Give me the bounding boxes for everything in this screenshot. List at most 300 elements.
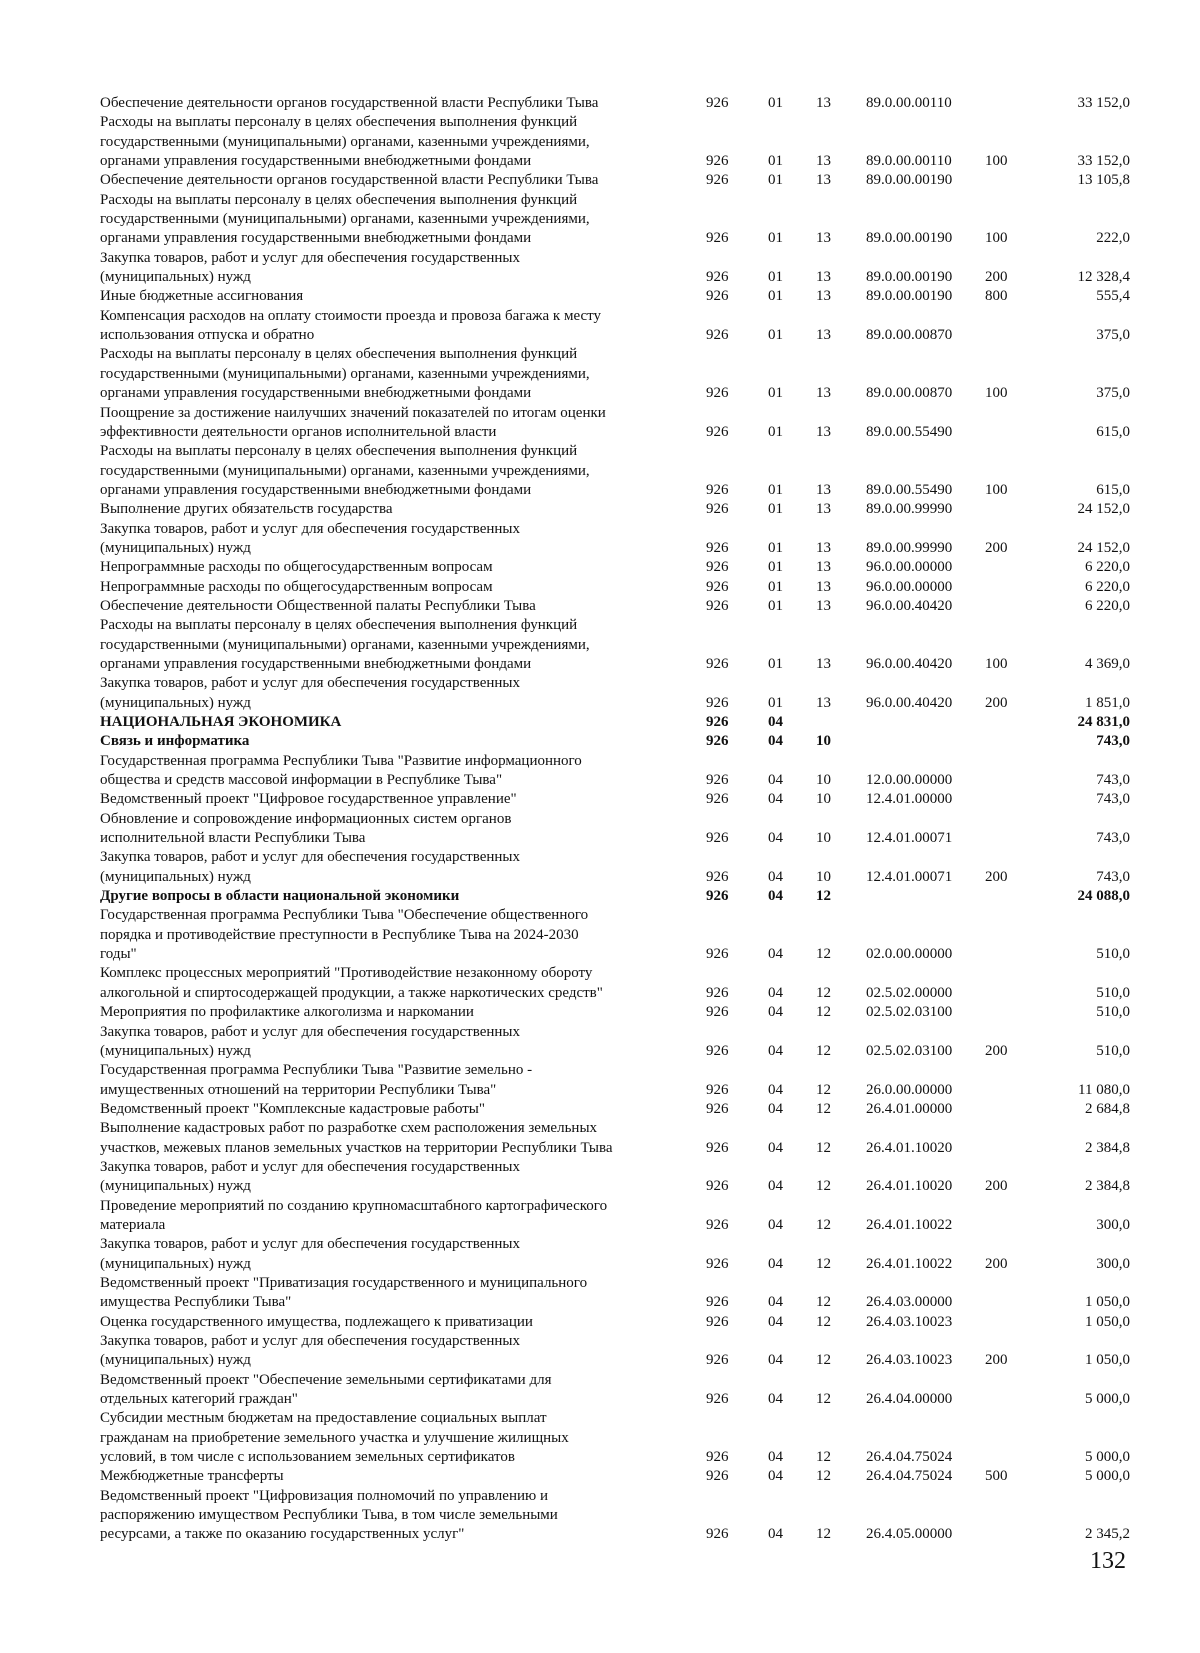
subsection-code: 12 xyxy=(816,984,831,1001)
row-name-line: условий, в том числе с использованием земельных сертификатов xyxy=(100,1449,515,1466)
table-row xyxy=(100,1003,1130,1022)
target-article-code: 26.4.01.00000 xyxy=(866,1100,953,1117)
expense-type-code xyxy=(985,307,1037,346)
section-code: 04 xyxy=(768,1139,783,1156)
ministry-code: 926 xyxy=(706,1526,729,1543)
expense-type-code xyxy=(985,597,1037,616)
row-name xyxy=(100,191,706,249)
table-row xyxy=(100,94,1130,113)
target-article-code: 89.0.00.00110 xyxy=(866,153,952,170)
row-name-line: Ведомственный проект "Приватизация государственного и муниципального xyxy=(100,1274,588,1291)
row-name-line: исполнительной власти Республики Тыва xyxy=(100,830,366,847)
row-name xyxy=(100,1409,706,1467)
row-name-line: Закупка товаров, работ и услуг для обеспечения государственных xyxy=(100,849,521,866)
expense-type-code: 200 xyxy=(985,539,1008,556)
row-name xyxy=(100,887,706,906)
table-row xyxy=(100,616,1130,674)
subsection-code: 10 xyxy=(816,733,831,750)
row-name-line: общества и средств массовой информации в Республике Тыва" xyxy=(100,772,503,789)
row-name xyxy=(100,964,706,1003)
expense-type-code xyxy=(985,906,1037,964)
subsection-code: 13 xyxy=(816,539,831,556)
ministry-code: 926 xyxy=(706,830,729,847)
expense-type-code: 200 xyxy=(985,868,1008,885)
subsection-code: 13 xyxy=(816,655,831,672)
row-name xyxy=(100,616,706,674)
row-name xyxy=(100,752,706,791)
ministry-code: 926 xyxy=(706,269,729,286)
ministry-code: 926 xyxy=(706,1081,729,1098)
row-name xyxy=(100,1313,706,1332)
row-name xyxy=(100,1197,706,1236)
ministry-code: 926 xyxy=(706,1391,729,1408)
target-article-code: 96.0.00.00000 xyxy=(866,578,953,595)
table-row xyxy=(100,345,1130,403)
row-name-line: Поощрение за достижение наилучших значений показателей по итогам оценки xyxy=(100,404,606,421)
subsection-code: 13 xyxy=(816,327,831,344)
expense-type-code: 800 xyxy=(985,288,1008,305)
expense-type-code xyxy=(985,790,1037,809)
ministry-code: 926 xyxy=(706,694,729,711)
table-row xyxy=(100,713,1130,732)
amount: 6 220,0 xyxy=(1085,578,1130,595)
expense-type-code xyxy=(985,94,1037,113)
row-name xyxy=(100,1023,706,1062)
row-name-line: органами управления государственными внебюджетными фондами xyxy=(100,655,532,672)
amount: 2 684,8 xyxy=(1085,1100,1130,1117)
subsection-code: 12 xyxy=(816,1468,831,1485)
row-name xyxy=(100,1467,706,1486)
amount: 222,0 xyxy=(1096,230,1130,247)
target-article-code: 96.0.00.40420 xyxy=(866,597,953,614)
row-name-line: Ведомственный проект "Обеспечение земельными сертификатами для xyxy=(100,1371,552,1388)
table-row xyxy=(100,1371,1130,1410)
amount: 4 369,0 xyxy=(1085,655,1130,672)
subsection-code: 12 xyxy=(816,1352,831,1369)
amount: 24 152,0 xyxy=(1077,539,1130,556)
expense-type-code: 100 xyxy=(985,655,1008,672)
amount: 510,0 xyxy=(1096,984,1130,1001)
section-code: 04 xyxy=(768,984,783,1001)
expense-type-code: 200 xyxy=(985,1255,1008,1272)
section-code: 01 xyxy=(768,423,783,440)
table-row xyxy=(100,287,1130,306)
row-name-line: порядка и противодействие преступности в Республике Тыва на 2024-2030 xyxy=(100,926,579,943)
subsection-code: 12 xyxy=(816,1216,831,1233)
ministry-code: 926 xyxy=(706,791,729,808)
section-code: 01 xyxy=(768,655,783,672)
row-name-line: (муниципальных) нужд xyxy=(100,694,251,711)
section-code: 04 xyxy=(768,888,783,905)
table-row xyxy=(100,520,1130,559)
amount: 13 105,8 xyxy=(1077,172,1130,189)
row-name-line: Обеспечение деятельности органов государственной власти Республики Тыва xyxy=(100,95,599,111)
row-name-line: Комплекс процессных мероприятий "Противодействие незаконному обороту xyxy=(100,965,593,982)
row-name-line: органами управления государственными внебюджетными фондами xyxy=(100,153,532,170)
expense-type-code xyxy=(985,1003,1037,1022)
expense-type-code: 200 xyxy=(985,1042,1008,1059)
amount: 12 328,4 xyxy=(1077,269,1130,286)
target-article-code: 02.5.02.00000 xyxy=(866,984,953,1001)
row-name-line: эффективности деятельности органов исполнительной власти xyxy=(100,423,497,440)
section-code: 01 xyxy=(768,172,783,189)
page-number: 132 xyxy=(1090,1548,1126,1574)
amount: 743,0 xyxy=(1096,733,1130,750)
table-row xyxy=(100,307,1130,346)
table-row xyxy=(100,1197,1130,1236)
target-article-code: 02.5.02.03100 xyxy=(866,1042,953,1059)
amount: 615,0 xyxy=(1096,481,1130,498)
table-row xyxy=(100,558,1130,577)
target-article-code: 89.0.00.55490 xyxy=(866,481,953,498)
row-name-line: (муниципальных) нужд xyxy=(100,539,251,556)
table-row xyxy=(100,810,1130,849)
target-article-code: 96.0.00.00000 xyxy=(866,559,953,576)
row-name-line: Оценка государственного имущества, подлежащего к приватизации xyxy=(100,1313,533,1330)
expense-type-code: 100 xyxy=(985,481,1008,498)
target-article-code: 26.4.04.75024 xyxy=(866,1449,953,1466)
row-name-line: Закупка товаров, работ и услуг для обеспечения государственных xyxy=(100,1158,521,1175)
table-row xyxy=(100,113,1130,171)
row-name xyxy=(100,94,706,113)
row-name-line: Проведение мероприятий по созданию крупномасштабного картографического xyxy=(100,1197,608,1214)
section-code: 04 xyxy=(768,1042,783,1059)
row-name-line: государственными (муниципальными) органами, казенными учреждениями, xyxy=(100,211,590,228)
row-name xyxy=(100,810,706,849)
target-article-code: 89.0.00.99990 xyxy=(866,501,953,518)
table-row xyxy=(100,1023,1130,1062)
amount: 2 384,8 xyxy=(1085,1178,1130,1195)
expense-type-code: 200 xyxy=(985,1352,1008,1369)
row-name xyxy=(100,1371,706,1410)
expense-type-code xyxy=(985,500,1037,519)
row-name-line: Субсидии местным бюджетам на предоставление социальных выплат xyxy=(100,1410,547,1427)
table-row xyxy=(100,597,1130,616)
ministry-code: 926 xyxy=(706,578,729,595)
row-name-line: Иные бюджетные ассигнования xyxy=(100,288,304,305)
subsection-code: 12 xyxy=(816,1255,831,1272)
row-name xyxy=(100,287,706,306)
ministry-code: 926 xyxy=(706,714,729,730)
expense-type-code xyxy=(985,171,1037,190)
target-article-code: 26.4.03.10023 xyxy=(866,1352,953,1369)
subsection-code: 12 xyxy=(816,888,831,905)
table-row xyxy=(100,171,1130,190)
table-row xyxy=(100,790,1130,809)
subsection-code: 13 xyxy=(816,423,831,440)
section-code: 01 xyxy=(768,288,783,305)
budget-table-body xyxy=(100,94,1130,1545)
amount: 33 152,0 xyxy=(1077,153,1130,170)
row-name-line: ресурсами, а также по оказанию государственных услуг" xyxy=(100,1526,465,1543)
amount: 1 050,0 xyxy=(1085,1313,1130,1330)
row-name-line: Связь и информатика xyxy=(100,733,250,750)
table-row xyxy=(100,752,1130,791)
row-name-line: Закупка товаров, работ и услуг для обеспечения государственных xyxy=(100,1236,521,1253)
row-name-line: государственными (муниципальными) органами, казенными учреждениями, xyxy=(100,133,590,150)
table-row xyxy=(100,1100,1130,1119)
section-code: 04 xyxy=(768,733,783,750)
expense-type-code: 500 xyxy=(985,1468,1008,1485)
ministry-code: 926 xyxy=(706,1468,729,1485)
section-code: 01 xyxy=(768,95,783,111)
row-name-line: Непрограммные расходы по общегосударственным вопросам xyxy=(100,559,493,576)
target-article-code: 89.0.00.00190 xyxy=(866,269,953,286)
expense-type-code: 200 xyxy=(985,269,1008,286)
amount: 2 384,8 xyxy=(1085,1139,1130,1156)
amount: 6 220,0 xyxy=(1085,597,1130,614)
target-article-code: 12.4.01.00000 xyxy=(866,791,953,808)
row-name-line: НАЦИОНАЛЬНАЯ ЭКОНОМИКА xyxy=(100,714,342,730)
ministry-code: 926 xyxy=(706,1139,729,1156)
ministry-code: 926 xyxy=(706,1255,729,1272)
target-article-code xyxy=(866,887,985,906)
amount: 615,0 xyxy=(1096,423,1130,440)
subsection-code: 12 xyxy=(816,1449,831,1466)
row-name xyxy=(100,674,706,713)
target-article-code xyxy=(866,732,985,751)
amount: 300,0 xyxy=(1096,1216,1130,1233)
row-name xyxy=(100,578,706,597)
section-code: 01 xyxy=(768,597,783,614)
ministry-code: 926 xyxy=(706,288,729,305)
row-name-line: отдельных категорий граждан" xyxy=(100,1391,298,1408)
row-name-line: участков, межевых планов земельных участков на территории Республики Тыва xyxy=(100,1139,613,1156)
target-article-code: 12.4.01.00071 xyxy=(866,830,953,847)
row-name-line: Мероприятия по профилактике алкоголизма и наркомании xyxy=(100,1004,474,1021)
ministry-code: 926 xyxy=(706,172,729,189)
subsection-code: 10 xyxy=(816,772,831,789)
row-name xyxy=(100,732,706,751)
section-code: 01 xyxy=(768,694,783,711)
ministry-code: 926 xyxy=(706,153,729,170)
amount: 375,0 xyxy=(1096,327,1130,344)
row-name xyxy=(100,597,706,616)
expense-type-code xyxy=(985,1100,1037,1119)
ministry-code: 926 xyxy=(706,946,729,963)
expense-type-code: 100 xyxy=(985,385,1008,402)
target-article-code: 89.0.00.00870 xyxy=(866,327,953,344)
table-row xyxy=(100,1119,1130,1158)
target-article-code: 26.4.03.00000 xyxy=(866,1294,953,1311)
section-code: 04 xyxy=(768,1255,783,1272)
table-row xyxy=(100,1158,1130,1197)
expense-type-code xyxy=(985,752,1037,791)
subsection-code: 13 xyxy=(816,172,831,189)
row-name-line: (муниципальных) нужд xyxy=(100,1352,251,1369)
subsection-code: 10 xyxy=(816,868,831,885)
expense-type-code xyxy=(985,732,1037,751)
expense-type-code xyxy=(985,1119,1037,1158)
expense-type-code xyxy=(985,713,1037,732)
table-row xyxy=(100,964,1130,1003)
ministry-code: 926 xyxy=(706,597,729,614)
subsection-code: 13 xyxy=(816,153,831,170)
amount: 5 000,0 xyxy=(1085,1468,1130,1485)
table-row xyxy=(100,1274,1130,1313)
section-code: 04 xyxy=(768,1004,783,1021)
ministry-code: 926 xyxy=(706,1449,729,1466)
row-name-line: Ведомственный проект "Комплексные кадастровые работы" xyxy=(100,1100,486,1117)
section-code: 04 xyxy=(768,1352,783,1369)
row-name-line: органами управления государственными внебюджетными фондами xyxy=(100,230,532,247)
amount: 510,0 xyxy=(1096,1004,1130,1021)
amount: 24 152,0 xyxy=(1077,501,1130,518)
section-code: 04 xyxy=(768,830,783,847)
row-name-line: государственными (муниципальными) органами, казенными учреждениями, xyxy=(100,462,590,479)
row-name-line: Расходы на выплаты персоналу в целях обеспечения выполнения функций xyxy=(100,617,578,634)
row-name xyxy=(100,307,706,346)
subsection-code: 13 xyxy=(816,578,831,595)
row-name xyxy=(100,113,706,171)
ministry-code: 926 xyxy=(706,1004,729,1021)
row-name-line: гражданам на приобретение земельного участка и улучшение жилищных xyxy=(100,1429,569,1446)
row-name xyxy=(100,1061,706,1100)
table-row xyxy=(100,191,1130,249)
row-name-line: Ведомственный проект "Цифровизация полномочий по управлению и xyxy=(100,1487,548,1504)
row-name-line: (муниципальных) нужд xyxy=(100,269,251,286)
section-code: 04 xyxy=(768,1081,783,1098)
section-code: 01 xyxy=(768,539,783,556)
row-name xyxy=(100,790,706,809)
row-name-line: имущественных отношений на территории Республики Тыва" xyxy=(100,1081,497,1098)
table-row xyxy=(100,848,1130,887)
amount: 743,0 xyxy=(1096,772,1130,789)
row-name xyxy=(100,1274,706,1313)
target-article-code: 26.4.04.00000 xyxy=(866,1391,953,1408)
section-code: 04 xyxy=(768,1313,783,1330)
subsection-code xyxy=(816,713,866,732)
expense-type-code: 200 xyxy=(985,1178,1008,1195)
amount: 743,0 xyxy=(1096,830,1130,847)
amount: 743,0 xyxy=(1096,791,1130,808)
row-name-line: Расходы на выплаты персоналу в целях обеспечения выполнения функций xyxy=(100,346,578,363)
row-name-line: Непрограммные расходы по общегосударственным вопросам xyxy=(100,578,493,595)
row-name-line: Государственная программа Республики Тыва "Обеспечение общественного xyxy=(100,907,589,924)
row-name-line: (муниципальных) нужд xyxy=(100,1042,251,1059)
row-name xyxy=(100,558,706,577)
row-name xyxy=(100,1100,706,1119)
target-article-code: 26.4.04.75024 xyxy=(866,1468,953,1485)
row-name-line: Закупка товаров, работ и услуг для обеспечения государственных xyxy=(100,1333,521,1349)
expense-type-code xyxy=(985,558,1037,577)
expense-type-code xyxy=(985,578,1037,597)
subsection-code: 12 xyxy=(816,1100,831,1117)
target-article-code xyxy=(866,713,985,732)
row-name-line: Государственная программа Республики Тыва "Развитие информационного xyxy=(100,752,582,769)
ministry-code: 926 xyxy=(706,1313,729,1330)
subsection-code: 13 xyxy=(816,269,831,286)
row-name xyxy=(100,1235,706,1274)
subsection-code: 13 xyxy=(816,694,831,711)
target-article-code: 89.0.00.00190 xyxy=(866,230,953,247)
row-name-line: государственными (муниципальными) органами, казенными учреждениями, xyxy=(100,636,590,653)
amount: 6 220,0 xyxy=(1085,559,1130,576)
target-article-code: 26.4.03.10023 xyxy=(866,1313,953,1330)
row-name-line: органами управления государственными внебюджетными фондами xyxy=(100,481,532,498)
row-name xyxy=(100,713,706,732)
row-name xyxy=(100,1119,706,1158)
ministry-code: 926 xyxy=(706,230,729,247)
amount: 33 152,0 xyxy=(1077,95,1130,111)
target-article-code: 26.4.01.10020 xyxy=(866,1178,953,1195)
expense-type-code xyxy=(985,964,1037,1003)
section-code: 01 xyxy=(768,559,783,576)
amount: 300,0 xyxy=(1096,1255,1130,1272)
subsection-code: 12 xyxy=(816,1391,831,1408)
section-code: 01 xyxy=(768,501,783,518)
section-code: 04 xyxy=(768,1391,783,1408)
table-row xyxy=(100,1313,1130,1332)
subsection-code: 10 xyxy=(816,830,831,847)
expense-type-code xyxy=(985,1274,1037,1313)
amount: 2 345,2 xyxy=(1085,1526,1130,1543)
subsection-code: 12 xyxy=(816,1139,831,1156)
table-row xyxy=(100,1332,1130,1371)
target-article-code: 02.0.00.00000 xyxy=(866,946,953,963)
amount: 375,0 xyxy=(1096,385,1130,402)
ministry-code: 926 xyxy=(706,539,729,556)
row-name xyxy=(100,171,706,190)
subsection-code: 13 xyxy=(816,230,831,247)
subsection-code: 10 xyxy=(816,791,831,808)
target-article-code: 26.4.01.10022 xyxy=(866,1255,953,1272)
amount: 5 000,0 xyxy=(1085,1391,1130,1408)
row-name xyxy=(100,1332,706,1371)
expense-type-code xyxy=(985,887,1037,906)
row-name xyxy=(100,500,706,519)
section-code: 01 xyxy=(768,269,783,286)
subsection-code: 12 xyxy=(816,1526,831,1543)
section-code: 04 xyxy=(768,1178,783,1195)
row-name-line: органами управления государственными внебюджетными фондами xyxy=(100,385,532,402)
section-code: 04 xyxy=(768,772,783,789)
expense-type-code xyxy=(985,1061,1037,1100)
expense-type-code: 100 xyxy=(985,153,1008,170)
subsection-code: 13 xyxy=(816,597,831,614)
row-name-line: Закупка товаров, работ и услуг для обеспечения государственных xyxy=(100,249,521,266)
amount: 743,0 xyxy=(1096,868,1130,885)
row-name-line: Выполнение кадастровых работ по разработке схем расположения земельных xyxy=(100,1120,598,1137)
target-article-code: 96.0.00.40420 xyxy=(866,694,953,711)
ministry-code: 926 xyxy=(706,655,729,672)
row-name-line: Закупка товаров, работ и услуг для обеспечения государственных xyxy=(100,520,521,537)
ministry-code: 926 xyxy=(706,984,729,1001)
row-name xyxy=(100,404,706,443)
subsection-code: 13 xyxy=(816,481,831,498)
table-row xyxy=(100,906,1130,964)
amount: 24 088,0 xyxy=(1077,888,1130,905)
row-name-line: Государственная программа Республики Тыва "Развитие земельно - xyxy=(100,1062,533,1079)
row-name-line: Межбюджетные трансферты xyxy=(100,1468,284,1485)
section-code: 04 xyxy=(768,1294,783,1311)
expense-type-code xyxy=(985,1313,1037,1332)
subsection-code: 12 xyxy=(816,1294,831,1311)
table-row xyxy=(100,500,1130,519)
row-name-line: распоряжению имуществом Республики Тыва, в том числе земельными xyxy=(100,1507,558,1524)
section-code: 01 xyxy=(768,578,783,595)
expense-type-code: 100 xyxy=(985,230,1008,247)
target-article-code: 89.0.00.00190 xyxy=(866,172,953,189)
row-name xyxy=(100,1158,706,1197)
amount: 11 080,0 xyxy=(1078,1081,1130,1098)
subsection-code: 13 xyxy=(816,501,831,518)
ministry-code: 926 xyxy=(706,1178,729,1195)
row-name-line: Обеспечение деятельности органов государственной власти Республики Тыва xyxy=(100,172,599,189)
section-code: 04 xyxy=(768,946,783,963)
subsection-code: 13 xyxy=(816,385,831,402)
amount: 510,0 xyxy=(1096,946,1130,963)
